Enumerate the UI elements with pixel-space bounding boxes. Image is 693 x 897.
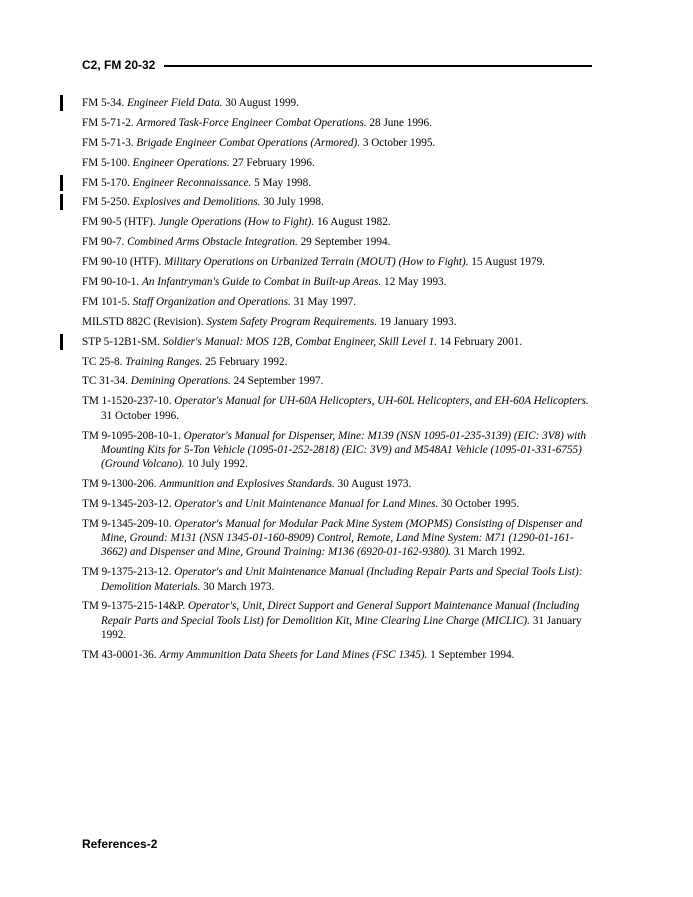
reference-date: 31 May 1997. (293, 295, 357, 308)
reference-entry (82, 335, 597, 349)
reference-entry (82, 215, 597, 229)
reference-date: 5 May 1998. (254, 176, 312, 189)
reference-id: FM 90-7. (82, 236, 125, 249)
reference-title: Armored Task-Force Engineer Combat Operations. (136, 116, 367, 129)
reference-date: 29 September 1994. (300, 236, 391, 249)
reference-entry (82, 565, 597, 594)
header-title: C2, FM 20-32 (82, 58, 156, 72)
reference-id: FM 5-100. (82, 156, 130, 169)
reference-title: Operator's Manual for Dispenser, Mine: M139 (NSN 1095-01-235-3139) (EIC: 3V8) with Mounting Kits for 5-Ton Vehicle (1095-01-252-2818) (EIC: 3V9) and M548A1 Vehicle (1095-01-331-6755) (Ground Volcano). (101, 429, 586, 471)
reference-id: FM 5-71-2. (82, 116, 134, 129)
header-rule (164, 65, 592, 67)
reference-title: Soldier's Manual: MOS 12B, Combat Engineer, Skill Level 1. (162, 335, 437, 348)
reference-id: TM 43-0001-36. (82, 648, 157, 661)
reference-date: 15 August 1979. (471, 256, 545, 269)
reference-id: STP 5-12B1-SM. (82, 335, 160, 348)
reference-entry (82, 315, 597, 329)
reference-title: Demining Operations. (130, 375, 231, 388)
reference-entry (82, 295, 597, 309)
reference-date: 31 March 1992. (453, 546, 526, 559)
reference-date: 30 August 1999. (225, 97, 299, 109)
reference-title: Operator's Manual for Modular Pack Mine System (MOPMS) Consisting of Dispenser and Mine, Ground: M131 (NSN 1345-01-160-8909) Control, Remote, Land Mine System: M71 (1290-01-161-3662) and Dispenser and Mine, Ground Training: M136 (6920-01-162-9380). (101, 517, 583, 559)
reference-entry (82, 497, 597, 511)
reference-id: MILSTD 882C (Revision). (82, 315, 204, 328)
reference-title: Engineer Field Data. (127, 97, 223, 109)
reference-date: 24 September 1997. (233, 375, 324, 388)
reference-id: TC 25-8. (82, 355, 123, 368)
reference-entry (82, 374, 597, 388)
reference-entry (82, 477, 597, 491)
reference-id: FM 101-5. (82, 295, 130, 308)
reference-id: TM 9-1300-206. (82, 478, 157, 491)
reference-date: 30 March 1973. (203, 580, 275, 593)
reference-date: 30 July 1998. (263, 196, 324, 209)
reference-id: TC 31-34. (82, 375, 128, 388)
reference-title: Ammunition and Explosives Standards. (159, 478, 335, 491)
reference-date: 16 August 1982. (316, 216, 391, 229)
reference-entry (82, 176, 597, 190)
reference-entry (82, 96, 597, 110)
reference-title: An Infantryman's Guide to Combat in Built-up Areas. (141, 276, 382, 289)
reference-entry (82, 235, 597, 249)
reference-title: Operator's Manual for UH-60A Helicopters, UH-60L Helicopters, and EH-60A Helicopters. (174, 395, 589, 408)
reference-entry (82, 355, 597, 369)
reference-date: 10 July 1992. (187, 458, 248, 471)
reference-title: Staff Organization and Operations. (132, 295, 291, 308)
reference-id: TM 9-1375-213-12. (82, 566, 172, 579)
change-bar (60, 334, 63, 350)
reference-date: 31 October 1996. (101, 409, 179, 422)
reference-list (82, 96, 597, 668)
reference-id: FM 5-71-3. (82, 136, 134, 149)
reference-entry (82, 275, 597, 289)
reference-id: FM 90-10 (HTF). (82, 256, 162, 269)
reference-id: TM 9-1375-215-14&P. (82, 600, 186, 613)
reference-date: 28 June 1996. (369, 116, 432, 129)
page-footer: References-2 (82, 837, 158, 851)
reference-title: Combined Arms Obstacle Integration. (127, 236, 298, 249)
reference-date: 31 January 1992. (101, 614, 582, 642)
reference-entry (82, 648, 597, 662)
reference-date: 30 October 1995. (441, 497, 520, 510)
change-bar (60, 175, 63, 191)
change-bar (60, 95, 63, 111)
reference-entry (82, 517, 597, 560)
reference-date: 25 February 1992. (205, 355, 288, 368)
reference-title: Engineer Reconnaissance. (132, 176, 252, 189)
reference-id: TM 9-1345-209-10. (82, 517, 172, 530)
reference-title: Training Ranges. (125, 355, 203, 368)
reference-title: Jungle Operations (How to Fight). (158, 216, 315, 229)
reference-id: FM 90-5 (HTF). (82, 216, 156, 229)
reference-title: Explosives and Demolitions. (132, 196, 261, 209)
reference-date: 14 February 2001. (439, 335, 523, 348)
reference-id: FM 5-250. (82, 196, 130, 209)
reference-title: Brigade Engineer Combat Operations (Armored). (136, 136, 361, 149)
reference-date: 27 February 1996. (232, 156, 315, 169)
reference-title: Operator's and Unit Maintenance Manual (Including Repair Parts and Special Tools List): Demolition Materials. (101, 566, 583, 593)
reference-id: FM 5-170. (82, 176, 130, 189)
reference-title: Engineer Operations. (132, 156, 230, 169)
reference-date: 30 August 1973. (337, 478, 412, 491)
reference-entry (82, 195, 597, 209)
reference-entry (82, 116, 597, 130)
reference-id: TM 9-1345-203-12. (82, 497, 172, 510)
change-bar (60, 194, 63, 210)
reference-entry (82, 255, 597, 269)
reference-entry (82, 429, 597, 472)
reference-id: TM 9-1095-208-10-1. (82, 429, 181, 442)
reference-date: 3 October 1995. (362, 136, 436, 149)
reference-date: 1 September 1994. (430, 648, 515, 661)
reference-entry (82, 394, 597, 423)
reference-title: Operator's and Unit Maintenance Manual for Land Mines. (174, 497, 439, 510)
reference-id: TM 1-1520-237-10. (82, 395, 172, 408)
reference-title: Operator's, Unit, Direct Support and General Support Maintenance Manual (Including Repair Parts and Special Tools List) for Demolition Kit, Mine Clearing Line Charge (MICLIC). (101, 600, 580, 627)
reference-entry (82, 136, 597, 150)
reference-title: Army Ammunition Data Sheets for Land Mines (FSC 1345). (159, 648, 428, 661)
reference-entry (82, 599, 597, 642)
reference-entry (82, 156, 597, 170)
page-header (82, 57, 592, 75)
reference-id: FM 5-34. (82, 97, 125, 109)
reference-title: Military Operations on Urbanized Terrain (MOUT) (How to Fight). (164, 256, 469, 269)
reference-date: 12 May 1993. (383, 276, 447, 289)
reference-title: System Safety Program Requirements. (206, 315, 377, 328)
reference-id: FM 90-10-1. (82, 276, 140, 289)
reference-date: 19 January 1993. (379, 315, 457, 328)
